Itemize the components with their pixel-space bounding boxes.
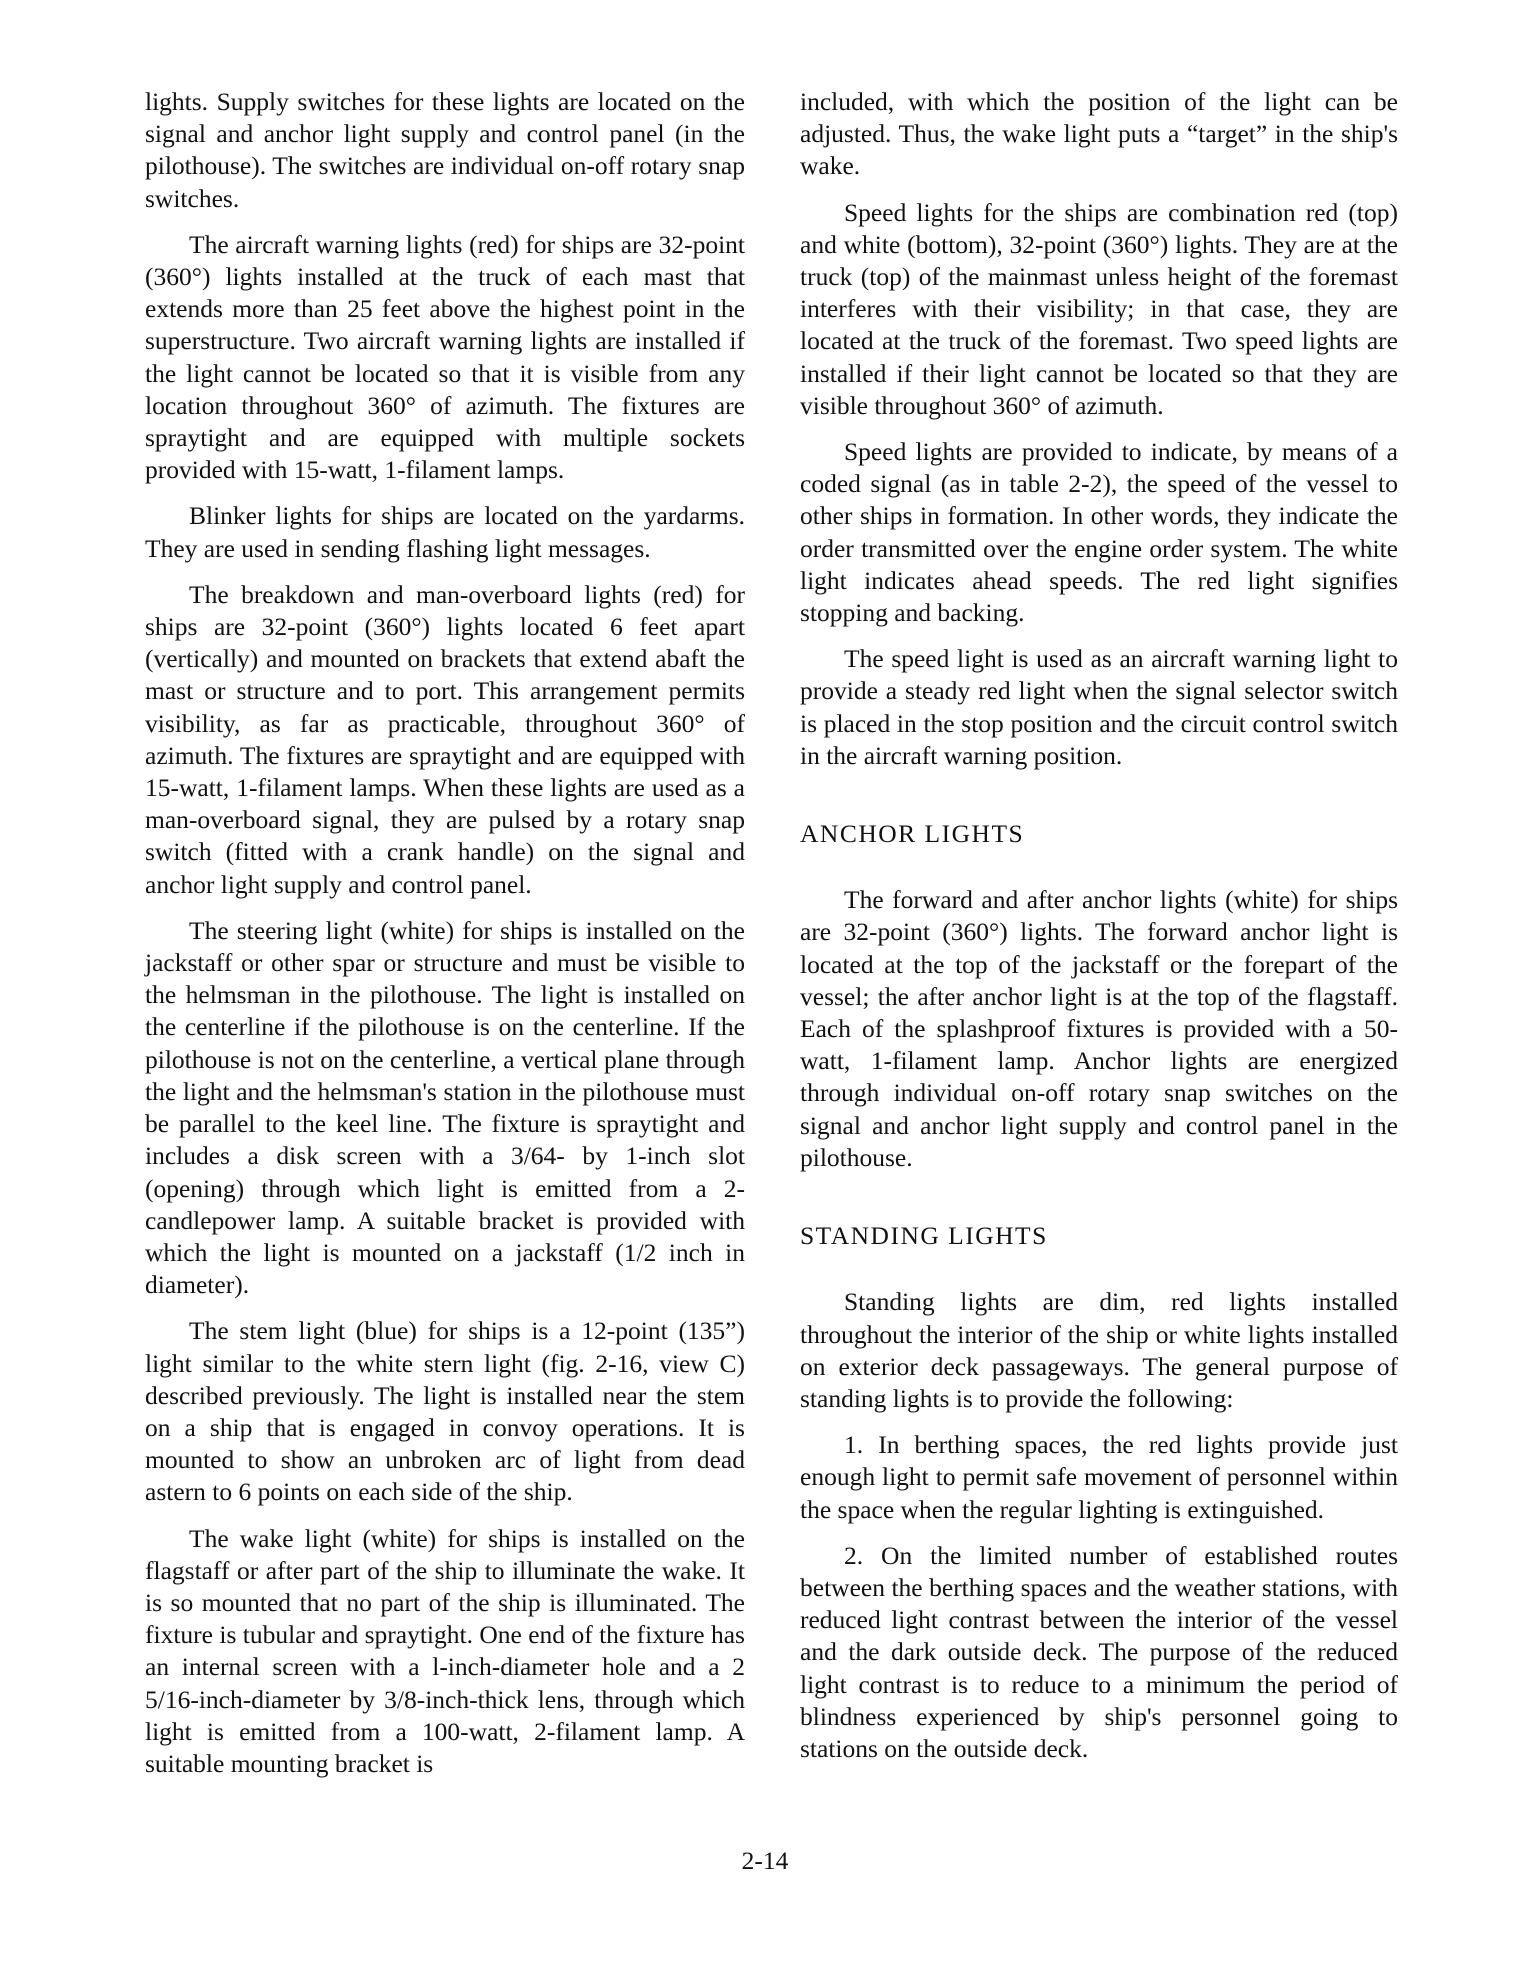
paragraph-steering-light: The steering light (white) for ships is installed on the jackstaff or other spar or structure and must be visible to the helmsman in the pilothouse. The light is installed on the centerline if the pilothouse is on the centerline. If the pilothouse is not on the centerline, a vertical plane through the light and the helmsman's station in the pilothouse must be parallel to the keel line. The fixture is spraytight and includes a disk screen with a 3/64- by 1-inch slot (opening) through which light is emitted from a 2-candlepower lamp. A suitable bracket is provided with which the light is mounted on a jackstaff (1/2 inch in diameter). bbox=[145, 915, 745, 1300]
list-item-berthing-spaces: 1. In berthing spaces, the red lights provide just enough light to permit safe movement of personnel within the space when the regular lighting is extinguished. bbox=[800, 1430, 1398, 1524]
list-item-established-routes: 2. On the limited number of established routes between the berthing spaces and the weather stations, with reduced light contrast between the interior of the vessel and the dark outside deck. The purpose of the reduced light contrast is to reduce to a minimum the period of blindness experienced by ship's personnel going to stations on the outside deck. bbox=[800, 1540, 1398, 1763]
paragraph-stem-light: The stem light (blue) for ships is a 12-point (135”) light similar to the white stern light (fig. 2-16, view C) described previously. The light is installed near the stem on a ship that is engaged in convoy operations. It is mounted to show an unbroken arc of light from dead astern to 6 points on each side of the ship. bbox=[145, 1316, 745, 1507]
page-number: 2-14 bbox=[741, 1846, 789, 1875]
paragraph-speed-light-aircraft-warning: The speed light is used as an aircraft warning light to provide a steady red light when the signal selector switch is placed in the stop position and the circuit control switch in the aircraft warning position. bbox=[800, 644, 1398, 770]
paragraph-speed-lights: Speed lights for the ships are combination red (top) and white (bottom), 32-point (360°) lights. They are at the truck (top) of the mainmast unless height of the foremast interferes with their visibility; in that case, they are located at the truck of the foremast. Two speed lights are installed if their light cannot be located so that they are visible throughout 360° of azimuth. bbox=[800, 197, 1398, 420]
left-column bbox=[145, 86, 745, 1794]
paragraph-wake-light: The wake light (white) for ships is installed on the flagstaff or after part of the ship to illuminate the wake. It is so mounted that no part of the ship is illuminated. The fixture is tubular and spraytight. One end of the fixture has an internal screen with a l-inch-diameter hole and a 2 5/16-inch-diameter by 3/8-inch-thick lens, through which light is emitted from a 100-watt, 2-filament lamp. A suitable mounting bracket is bbox=[145, 1523, 745, 1778]
paragraph-aircraft-warning-lights: The aircraft warning lights (red) for ships are 32-point (360°) lights installed at the truck of each mast that extends more than 25 feet above the highest point in the superstructure. Two aircraft warning lights are installed if the light cannot be located so that it is visible from any location throughout 360° of azimuth. The fixtures are spraytight and are equipped with multiple sockets provided with 15-watt, 1-filament lamps. bbox=[145, 229, 745, 485]
right-column bbox=[800, 86, 1398, 1779]
paragraph-anchor-lights: The forward and after anchor lights (white) for ships are 32-point (360°) lights. The forward anchor light is located at the top of the jackstaff or the forepart of the vessel; the after anchor light is at the top of the flagstaff. Each of the splashproof fixtures is provided with a 50-watt, 1-filament lamp. Anchor lights are energized through individual on-off rotary snap switches on the signal and anchor light supply and control panel in the pilothouse. bbox=[800, 885, 1398, 1172]
section-heading-anchor-lights: ANCHOR LIGHTS bbox=[800, 819, 1025, 849]
section-heading-standing-lights: STANDING LIGHTS bbox=[800, 1221, 1048, 1251]
paragraph-wake-light-continued: included, with which the position of the light can be adjusted. Thus, the wake light puts a “target” in the ship's wake. bbox=[800, 87, 1398, 181]
paragraph-continuation: lights. Supply switches for these lights are located on the signal and anchor light supply and control panel (in the pilothouse). The switches are individual on-off rotary snap switches. bbox=[145, 87, 745, 213]
paragraph-breakdown-lights: The breakdown and man-overboard lights (red) for ships are 32-point (360°) lights located 6 feet apart (vertically) and mounted on brackets that extend abaft the mast or structure and to port. This arrangement permits visibility, as far as practicable, throughout 360° of azimuth. The fixtures are spraytight and are equipped with 15-watt, 1-filament lamps. When these lights are used as a man-overboard signal, they are pulsed by a rotary snap switch (fitted with a crank handle) on the signal and anchor light supply and control panel. bbox=[145, 579, 745, 899]
paragraph-standing-lights-intro: Standing lights are dim, red lights installed throughout the interior of the ship or white lights installed on exterior deck passageways. The general purpose of standing lights is to provide the following: bbox=[800, 1287, 1398, 1413]
paragraph-speed-lights-purpose: Speed lights are provided to indicate, by means of a coded signal (as in table 2-2), the speed of the vessel to other ships in formation. In other words, they indicate the order transmitted over the engine order system. The white light indicates ahead speeds. The red light signifies stopping and backing. bbox=[800, 437, 1398, 628]
paragraph-blinker-lights: Blinker lights for ships are located on the yardarms. They are used in sending flashing light messages. bbox=[145, 501, 745, 563]
